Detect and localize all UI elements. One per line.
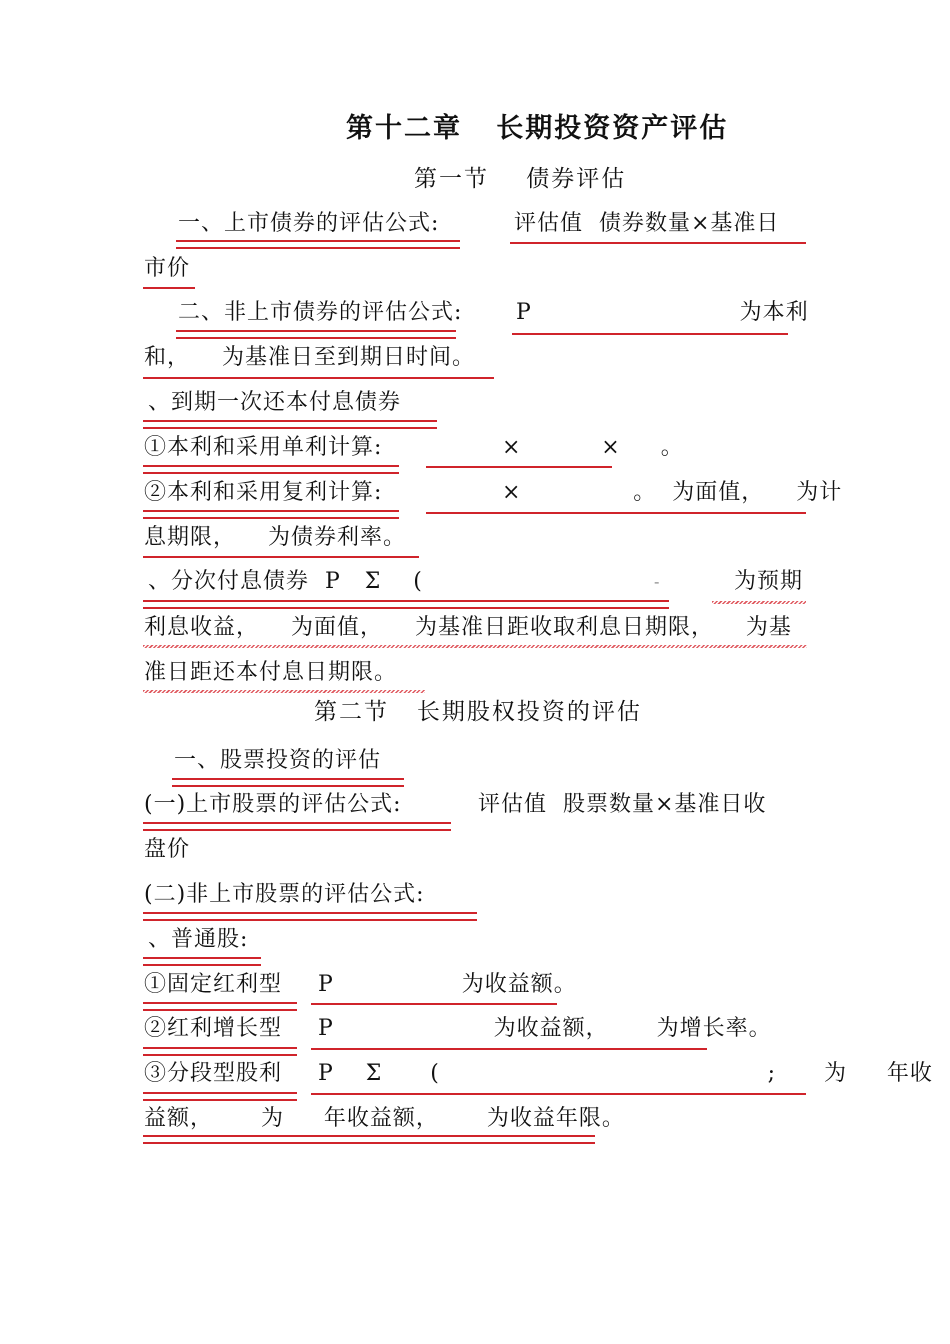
underline xyxy=(512,333,788,335)
underline xyxy=(143,1135,595,1144)
underline xyxy=(143,420,437,429)
chapter-title: 第十二章 长期投资资产评估 xyxy=(346,113,729,144)
section-1-title: 第一节 债券评估 xyxy=(414,166,627,192)
stock-valuation-heading: 一、股票投资的评估 xyxy=(174,748,382,773)
underline xyxy=(143,600,669,609)
staged-dividend-cont: 益额， 为 年收益额， 为收益年限。 xyxy=(144,1106,625,1131)
listed-stock-formula: 评估值 股票数量×基准日收 xyxy=(478,792,767,817)
compound-interest-label: ②本利和采用复利计算: xyxy=(144,480,383,505)
underline-wavy xyxy=(143,645,807,648)
installment-bond-cont-1: 利息收益， 为面值， 为基准日距收取利息日期限， 为基 xyxy=(144,615,792,640)
underline xyxy=(143,957,261,966)
unlisted-stock-formula-label: (二)非上市股票的评估公式: xyxy=(144,882,425,907)
listed-stock-formula-label: (一)上市股票的评估公式: xyxy=(144,792,402,817)
unlisted-bond-formula-heading: 二、非上市债券的评估公式: xyxy=(178,300,463,325)
underline xyxy=(143,912,477,921)
underline xyxy=(426,512,806,514)
underline xyxy=(143,1002,297,1011)
lump-sum-bond-heading: 、到期一次还本付息债券 xyxy=(148,390,402,415)
staged-dividend-label: ③分段型股利 xyxy=(144,1061,283,1086)
installment-bond-tail: 为预期 xyxy=(734,569,804,594)
underline xyxy=(143,1047,297,1056)
underline xyxy=(143,822,451,831)
underline xyxy=(176,330,456,339)
underline xyxy=(143,510,399,519)
compound-interest-cont: 息期限， 为债券利率。 xyxy=(144,525,406,550)
underline xyxy=(143,287,195,289)
installment-bond-heading: 、分次付息债券 P Σ ( xyxy=(148,569,423,594)
fixed-dividend-label: ①固定红利型 xyxy=(144,972,283,997)
underline xyxy=(311,1093,806,1095)
growth-dividend-formula: P 为收益额， 为增长率。 xyxy=(318,1016,772,1041)
underline-wavy xyxy=(143,690,425,693)
listed-bond-formula: 评估值 债券数量×基准日 xyxy=(514,211,780,236)
underline xyxy=(143,1092,297,1101)
common-stock-heading: 、普通股: xyxy=(148,927,249,952)
underline xyxy=(143,556,419,558)
section-2-title: 第二节 长期股权投资的评估 xyxy=(314,699,642,725)
simple-interest-formula: × × 。 xyxy=(430,435,684,460)
underline xyxy=(510,242,806,244)
underline xyxy=(176,240,460,249)
compound-interest-formula: × 。 为面值， 为计 xyxy=(430,480,843,505)
underline xyxy=(311,1048,707,1050)
underline xyxy=(143,377,494,379)
listed-bond-formula-cont: 市价 xyxy=(144,256,191,281)
installment-bond-dash: - xyxy=(654,572,661,591)
underline xyxy=(143,465,399,474)
underline xyxy=(311,1003,557,1005)
staged-dividend-formula: P Σ ( ; 为 年收 xyxy=(318,1061,933,1086)
underline-wavy xyxy=(712,601,806,604)
underline xyxy=(172,778,404,787)
listed-bond-formula-heading: 一、上市债券的评估公式: xyxy=(178,211,440,236)
fixed-dividend-formula: P 为收益额。 xyxy=(318,972,577,997)
listed-stock-formula-cont: 盘价 xyxy=(144,837,191,862)
underline xyxy=(426,466,612,468)
unlisted-bond-formula-cont: 和， 为基准日至到期日时间。 xyxy=(144,345,475,370)
unlisted-bond-formula: P 为本利 xyxy=(516,300,809,325)
simple-interest-label: ①本利和采用单利计算: xyxy=(144,435,383,460)
installment-bond-cont-2: 准日距还本付息日期限。 xyxy=(144,660,398,685)
growth-dividend-label: ②红利增长型 xyxy=(144,1016,283,1041)
